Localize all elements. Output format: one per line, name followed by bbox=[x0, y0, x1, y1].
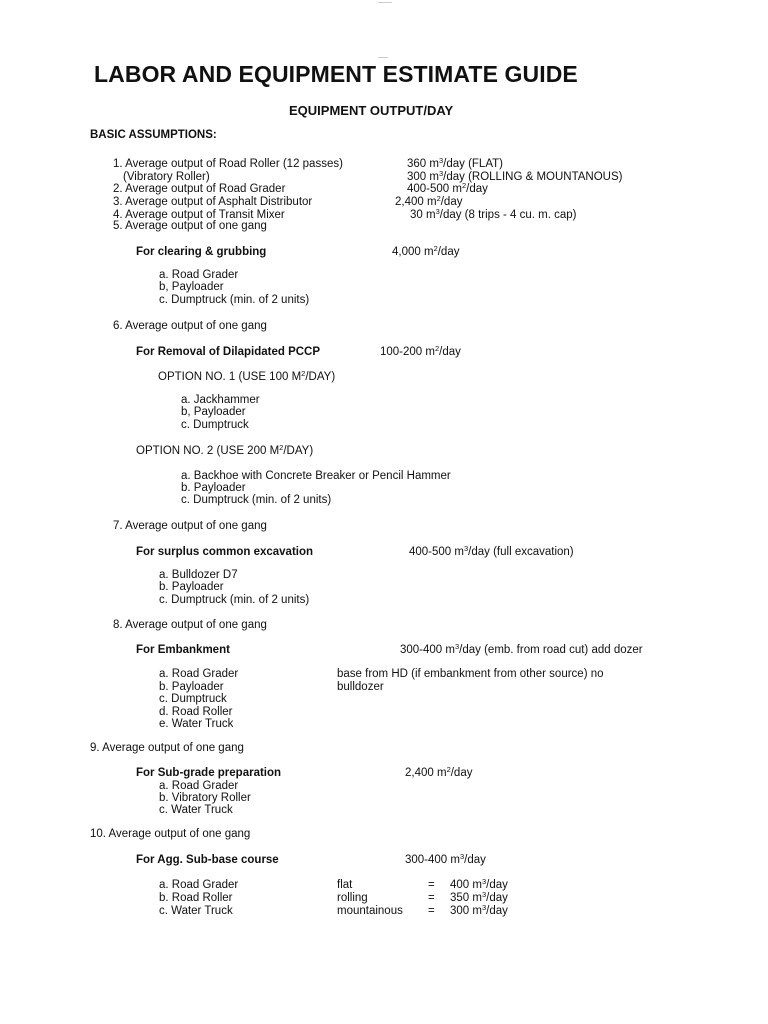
terrain-label: flat bbox=[337, 879, 353, 891]
output-value: 300-400 $m^3$/day (emb. from road cut) add dozer bbox=[400, 642, 643, 656]
list-item: 3. Average output of Asphalt Distributor bbox=[113, 196, 313, 208]
equipment-item: c. Dumptruck bbox=[159, 693, 227, 705]
equipment-item: c. Dumptruck (min. of 2 units) bbox=[159, 594, 310, 606]
equipment-item: c. Dumptruck (min. of 2 units) bbox=[181, 494, 332, 506]
subsection-heading: For Removal of Dilapidated PCCP bbox=[136, 346, 321, 358]
subsection-heading: For Sub-grade preparation bbox=[136, 767, 282, 779]
equipment-item: c. Dumptruck (min. of 2 units) bbox=[159, 294, 310, 306]
page-mark bbox=[378, 57, 388, 58]
subsection-heading: For Agg. Sub-base course bbox=[136, 854, 279, 866]
page-subtitle: EQUIPMENT OUTPUT/DAY bbox=[289, 103, 454, 118]
output-value: 2,400 $m^2$/day bbox=[405, 765, 473, 779]
equipment-item: e. Water Truck bbox=[159, 718, 234, 730]
equipment-item: c. Dumptruck bbox=[181, 419, 249, 431]
output-value: 30 $m^3$/day (8 trips - 4 cu. m. cap) bbox=[410, 207, 577, 221]
section-heading: BASIC ASSUMPTIONS: bbox=[90, 129, 217, 141]
output-value: 300 $m^3$/day (ROLLING & MOUNTANOUS) bbox=[407, 169, 623, 183]
output-value: 400-500 $m^2$/day bbox=[407, 181, 488, 195]
equipment-item: a. Backhoe with Concrete Breaker or Pencil Hammer bbox=[181, 470, 451, 482]
output-value: 400-500 $m^3$/day (full excavation) bbox=[409, 544, 574, 558]
equipment-item: b. Payloader bbox=[181, 482, 246, 494]
equipment-item: a. Road Grader bbox=[159, 879, 239, 891]
list-item: 1. Average output of Road Roller (12 passes) bbox=[113, 158, 343, 170]
terrain-label: mountainous bbox=[337, 905, 403, 917]
equipment-item: a. Road Grader bbox=[159, 780, 239, 792]
output-value: 350 $m^3$/day bbox=[450, 890, 508, 904]
output-value: 4,000 $m^2$/day bbox=[392, 244, 460, 258]
list-item: (Vibratory Roller) bbox=[123, 171, 210, 183]
equipment-item: b, Payloader bbox=[159, 281, 224, 293]
output-value: 2,400 $m^2$/day bbox=[395, 194, 463, 208]
list-item: 4. Average output of Transit Mixer bbox=[113, 209, 285, 221]
subsection-heading: For Embankment bbox=[136, 644, 230, 656]
output-value: 360 $m^3$/day (FLAT) bbox=[407, 156, 503, 170]
list-item: 9. Average output of one gang bbox=[90, 742, 244, 754]
page-title: LABOR AND EQUIPMENT ESTIMATE GUIDE bbox=[94, 61, 578, 87]
list-item: 8. Average output of one gang bbox=[113, 619, 267, 631]
equipment-item: b. Road Roller bbox=[159, 892, 233, 904]
equipment-item: b. Payloader bbox=[159, 581, 224, 593]
equipment-item: c. Water Truck bbox=[159, 905, 233, 917]
page-mark bbox=[378, 2, 392, 3]
list-item: 6. Average output of one gang bbox=[113, 320, 267, 332]
note-text: base from HD (if embankment from other source) no bbox=[337, 668, 604, 680]
option-heading: OPTION NO. 2 (USE 200 $M^2/DAY$) bbox=[136, 443, 314, 457]
equipment-item: b, Payloader bbox=[181, 406, 246, 418]
subsection-heading: For surplus common excavation bbox=[136, 546, 314, 558]
equipment-item: a. Road Grader bbox=[159, 668, 239, 680]
equipment-item: b. Payloader bbox=[159, 681, 224, 693]
subsection-heading: For clearing & grubbing bbox=[136, 246, 267, 258]
equals-sign: = bbox=[428, 905, 435, 917]
equipment-item: a. Jackhammer bbox=[181, 394, 260, 406]
equals-sign: = bbox=[428, 892, 435, 904]
output-value: 300 $m^3$/day bbox=[450, 903, 508, 917]
list-item: 2. Average output of Road Grader bbox=[113, 183, 286, 195]
equipment-item: d. Road Roller bbox=[159, 706, 233, 718]
output-value: 400 $m^3$/day bbox=[450, 877, 508, 891]
equipment-item: a. Bulldozer D7 bbox=[159, 569, 238, 581]
list-item: 10. Average output of one gang bbox=[90, 828, 251, 840]
note-text: bulldozer bbox=[337, 681, 384, 693]
terrain-label: rolling bbox=[337, 892, 368, 904]
list-item: 5. Average output of one gang bbox=[113, 220, 267, 232]
option-heading: OPTION NO. 1 (USE 100 $M^2/DAY$) bbox=[158, 369, 336, 383]
output-value: 300-400 $m^3$/day bbox=[405, 852, 486, 866]
output-value: 100-200 $m^2$/day bbox=[380, 344, 461, 358]
equals-sign: = bbox=[428, 879, 435, 891]
equipment-item: a. Road Grader bbox=[159, 269, 239, 281]
equipment-item: b. Vibratory Roller bbox=[159, 792, 251, 804]
list-item: 7. Average output of one gang bbox=[113, 520, 267, 532]
equipment-item: c. Water Truck bbox=[159, 804, 233, 816]
